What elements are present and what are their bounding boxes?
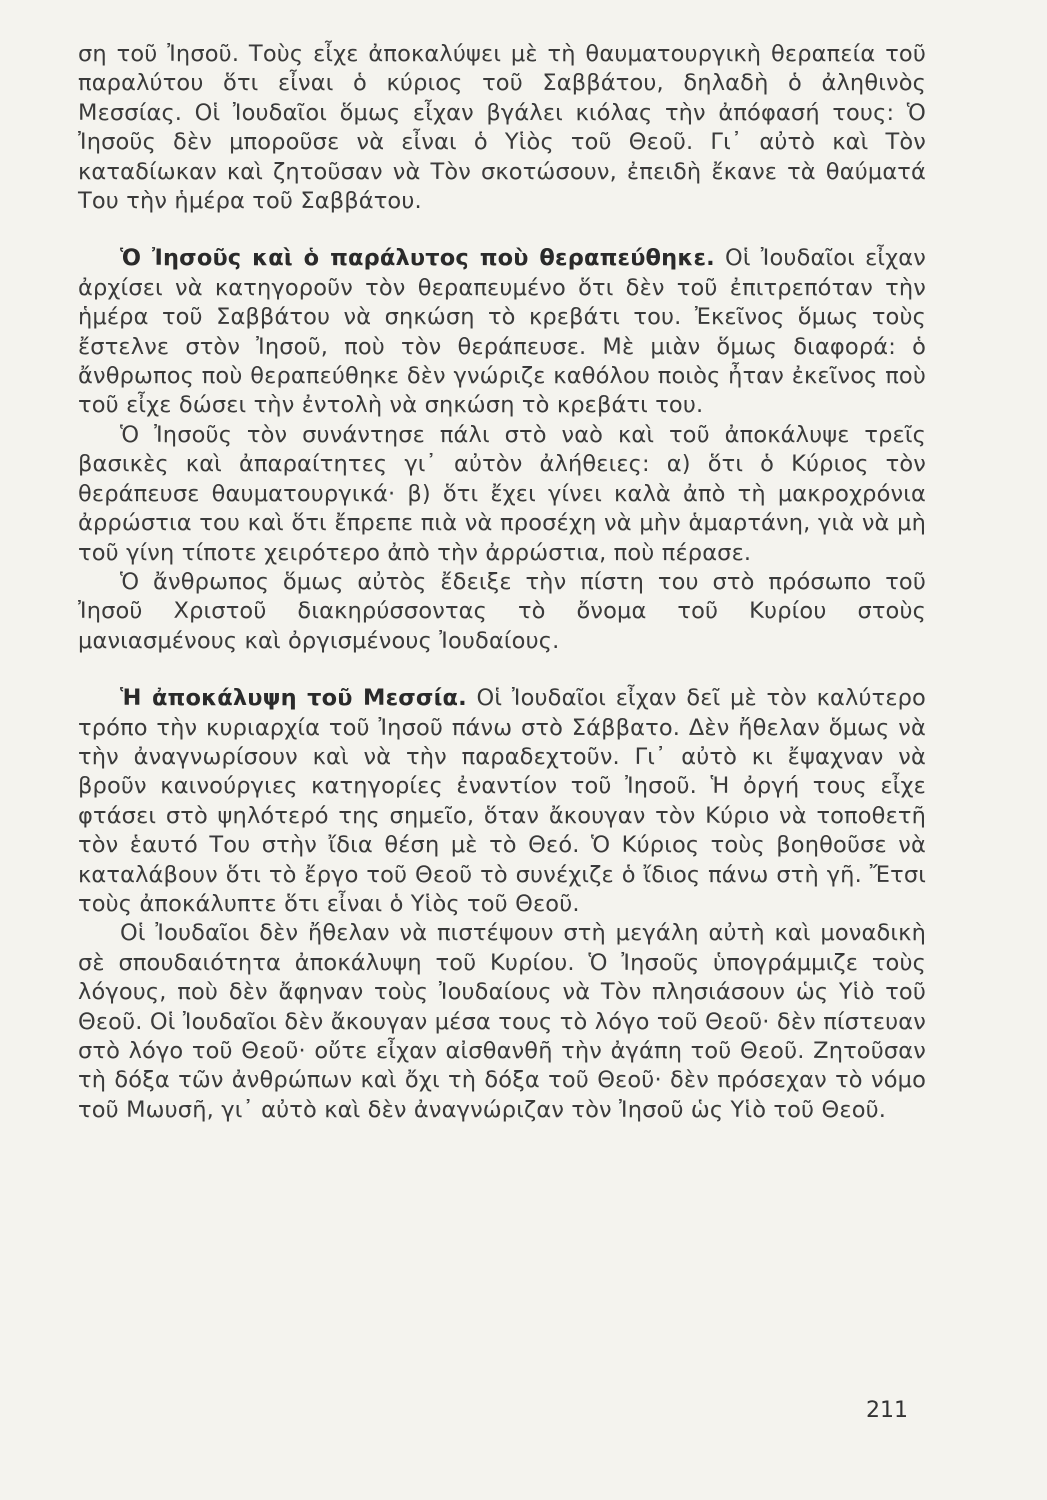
paragraph-6-text: Οἱ Ἰουδαῖοι δὲν ἤθελαν νὰ πιστέψουν στὴ μεγάλη αὐτὴ καὶ μοναδικὴ σὲ σπουδαιότητα ἀποκάλυψη τοῦ Κυρίου. Ὁ Ἰησοῦς ὑπογράμμιζε τοὺς λόγους, ποὺ δὲν ἄφηναν τοὺς Ἰουδαίους νὰ Τὸν πλησιάσουν ὡς Υἱὸ τοῦ Θεοῦ. Οἱ Ἰουδαῖοι δὲν ἄκουγαν μέσα τους τὸ λόγο τοῦ Θεοῦ· δὲν πίστευαν στὸ λόγο τοῦ Θεοῦ· οὔτε εἶχαν αἰσθανθῆ τὴν ἀγάπη τοῦ Θεοῦ. Ζητοῦσαν τὴ δόξα τῶν ἀνθρώπων καὶ ὄχι τὴ δόξα τοῦ Θεοῦ· δὲν πρόσεχαν τὸ νόμο τοῦ Μωυσῆ, γι᾽ αὐτὸ καὶ δὲν ἀναγνώριζαν τὸν Ἰησοῦ ὡς Υἱὸ τοῦ Θεοῦ.: [78, 920, 926, 1123]
paragraph-2: [78, 244, 926, 420]
paragraph-6: [78, 919, 926, 1125]
paragraph-4-text: Ὁ ἄνθρωπος ὅμως αὐτὸς ἔδειξε τὴν πίστη του στὸ πρόσωπο τοῦ Ἰησοῦ Χριστοῦ διακηρύσσοντας τὸ ὄνομα τοῦ Κυρίου στοὺς μανιασμένους καὶ ὀργισμένους Ἰουδαίους.: [78, 568, 926, 654]
paragraph-4: [78, 568, 926, 656]
paragraph-2-text: Οἱ Ἰουδαῖοι εἶχαν ἀρχίσει νὰ κατηγοροῦν τὸν θεραπευμένο ὅτι δὲν τοῦ ἐπιτρεπόταν τὴν ἡμέρα τοῦ Σαββάτου νὰ σηκώση τὸ κρεβάτι του. Ἐκεῖνος ὅμως τοὺς ἔστελνε στὸν Ἰησοῦ, ποὺ τὸν θεράπευσε. Μὲ μιὰν ὅμως διαφορά: ὁ ἄνθρωπος ποὺ θεραπεύθηκε δὲν γνώριζε καθόλου ποιὸς ἦταν ἐκεῖνος ποὺ τοῦ εἶχε δώσει τὴν ἐντολὴ νὰ σηκώση τὸ κρεβάτι του.: [78, 245, 926, 419]
page-number: 211: [866, 1398, 908, 1423]
section-heading-messiah: Ἡ ἀποκάλυψη τοῦ Μεσσία.: [120, 685, 467, 712]
section-heading-paralytic: Ὁ Ἰησοῦς καὶ ὁ παράλυτος ποὺ θεραπεύθηκε.: [120, 245, 715, 272]
page-text: [78, 40, 926, 1125]
paragraph-5: [78, 684, 926, 919]
paragraph-3-text: Ὁ Ἰησοῦς τὸν συνάντησε πάλι στὸ ναὸ καὶ τοῦ ἀποκάλυψε τρεῖς βασικὲς καὶ ἀπαραίτητες γι᾽ αὐτὸν ἀλήθειες: α) ὅτι ὁ Κύριος τὸν θεράπευσε θαυματουργικά· β) ὅτι ἔχει γίνει καλὰ ἀπὸ τὴ μακροχρόνια ἀρρώστια του καὶ ὅτι ἔπρεπε πιὰ νὰ προσέχη νὰ μὴν ἁμαρτάνη, γιὰ νὰ μὴ τοῦ γίνη τίποτε χειρότερο ἀπὸ τὴν ἀρρώστια, ποὺ πέρασε.: [78, 421, 926, 566]
paragraph-1: [78, 40, 926, 216]
paragraph-3: [78, 421, 926, 568]
paragraph-5-text: Οἱ Ἰουδαῖοι εἶχαν δεῖ μὲ τὸν καλύτερο τρόπο τὴν κυριαρχία τοῦ Ἰησοῦ πάνω στὸ Σάββατο. Δὲν ἤθελαν ὅμως νὰ τὴν ἀναγνωρίσουν καὶ νὰ τὴν παραδεχτοῦν. Γι᾽ αὐτὸ κι ἔψαχναν νὰ βροῦν καινούργιες κατηγορίες ἐναντίον τοῦ Ἰησοῦ. Ἡ ὀργή τους εἶχε φτάσει στὸ ψηλότερό της σημεῖο, ὅταν ἄκουγαν τὸν Κύριο νὰ τοποθετῆ τὸν ἑαυτό Του στὴν ἴδια θέση μὲ τὸ Θεό. Ὁ Κύριος τοὺς βοηθοῦσε νὰ καταλάβουν ὅτι τὸ ἔργο τοῦ Θεοῦ τὸ συνέχιζε ὁ ἴδιος πάνω στὴ γῆ. Ἔτσι τοὺς ἀποκάλυπτε ὅτι εἶναι ὁ Υἱὸς τοῦ Θεοῦ.: [78, 685, 926, 917]
paragraph-1-text: ση τοῦ Ἰησοῦ. Τοὺς εἶχε ἀποκαλύψει μὲ τὴ θαυματουργικὴ θεραπεία τοῦ παραλύτου ὅτι εἶναι ὁ κύριος τοῦ Σαββάτου, δηλαδὴ ὁ ἀληθινὸς Μεσσίας. Οἱ Ἰουδαῖοι ὅμως εἶχαν βγάλει κιόλας τὴν ἀπόφασή τους: Ὁ Ἰησοῦς δὲν μποροῦσε νὰ εἶναι ὁ Υἱὸς τοῦ Θεοῦ. Γι᾽ αὐτὸ καὶ Τὸν καταδίωκαν καὶ ζητοῦσαν νὰ Τὸν σκοτώσουν, ἐπειδὴ ἔκανε τὰ θαύματά Του τὴν ἡμέρα τοῦ Σαββάτου.: [78, 41, 926, 215]
